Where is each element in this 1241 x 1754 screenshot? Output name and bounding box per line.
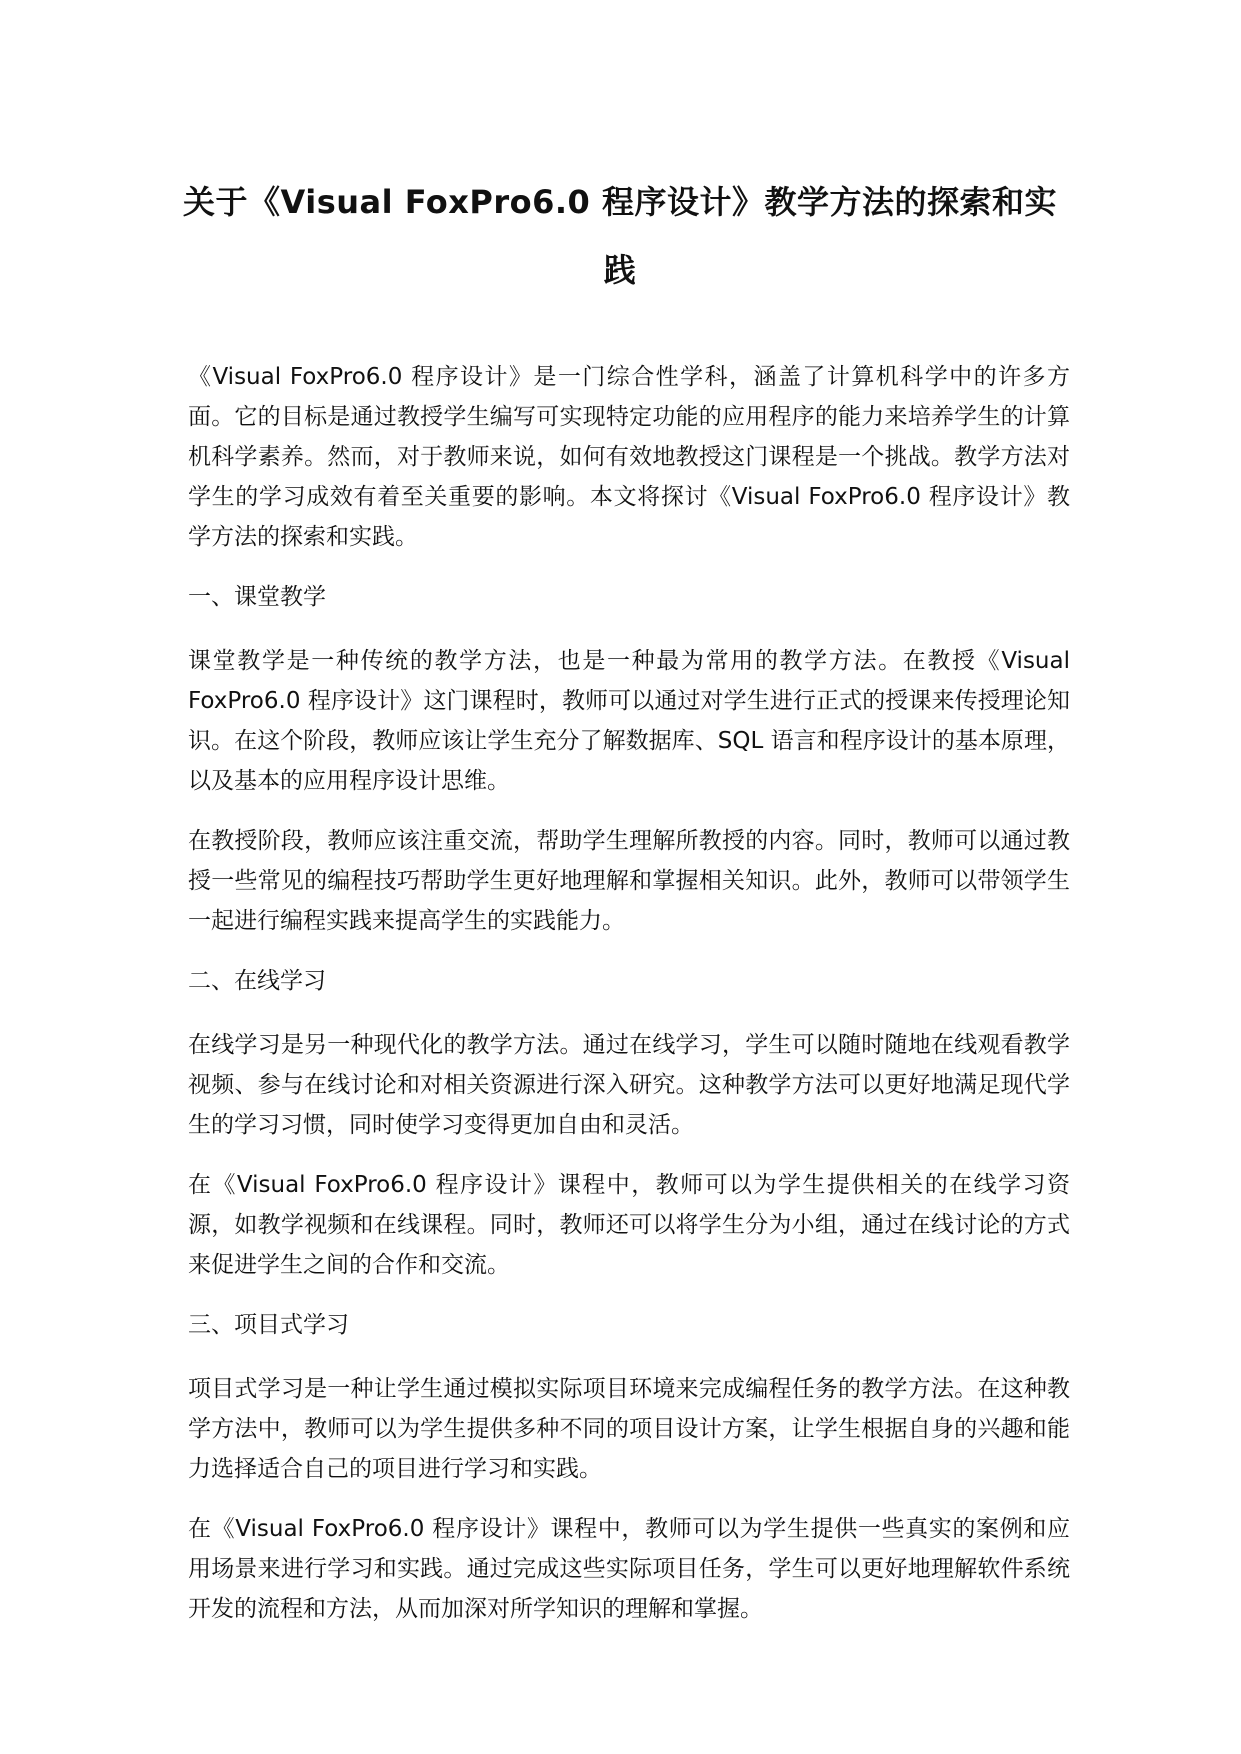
section-online-learning (188, 961, 1070, 1285)
body-paragraph: 项目式学习是一种让学生通过模拟实际项目环境来完成编程任务的教学方法。在这种教学方法中，教师可以为学生提供多种不同的项目设计方案，让学生根据自身的兴趣和能力选择适合自己的项目进行学习和实践。 (188, 1376, 1070, 1482)
section-heading: 三、项目式学习 (188, 1312, 349, 1338)
section-heading: 一、课堂教学 (188, 584, 326, 610)
body-paragraph: 课堂教学是一种传统的教学方法，也是一种最为常用的教学方法。在教授《Visual FoxPro6.0 程序设计》这门课程时，教师可以通过对学生进行正式的授课来传授理论知识。在这个阶段，教师应该让学生充分了解数据库、SQL 语言和程序设计的基本原理，以及基本的应用程序设计思维。 (188, 648, 1070, 794)
section-heading: 二、在线学习 (188, 968, 326, 994)
section-classroom-teaching (188, 577, 1070, 941)
body-paragraph: 在线学习是另一种现代化的教学方法。通过在线学习，学生可以随时随地在线观看教学视频、参与在线讨论和对相关资源进行深入研究。这种教学方法可以更好地满足现代学生的学习习惯，同时使学习变得更加自由和灵活。 (188, 1032, 1070, 1138)
body-paragraph: 在《Visual FoxPro6.0 程序设计》课程中，教师可以为学生提供一些真实的案例和应用场景来进行学习和实践。通过完成这些实际项目任务，学生可以更好地理解软件系统开发的流程和方法，从而加深对所学知识的理解和掌握。 (188, 1516, 1070, 1622)
body-paragraph: 在教授阶段，教师应该注重交流，帮助学生理解所教授的内容。同时，教师可以通过教授一些常见的编程技巧帮助学生更好地理解和掌握相关知识。此外，教师可以带领学生一起进行编程实践来提高学生的实践能力。 (188, 828, 1070, 934)
document-title: 关于《Visual FoxPro6.0 程序设计》教学方法的探索和实践 (183, 183, 1057, 289)
document-body (188, 357, 1070, 1649)
body-paragraph: 在《Visual FoxPro6.0 程序设计》课程中，教师可以为学生提供相关的在线学习资源，如教学视频和在线课程。同时，教师还可以将学生分为小组，通过在线讨论的方式来促进学生之间的合作和交流。 (188, 1172, 1070, 1278)
intro-paragraph: 《Visual FoxPro6.0 程序设计》是一门综合性学科，涵盖了计算机科学中的许多方面。它的目标是通过教授学生编写可实现特定功能的应用程序的能力来培养学生的计算机科学素养。然而，对于教师来说，如何有效地教授这门课程是一个挑战。教学方法对学生的学习成效有着至关重要的影响。本文将探讨《Visual FoxPro6.0 程序设计》教学方法的探索和实践。 (188, 364, 1070, 550)
section-project-based-learning (188, 1305, 1070, 1629)
